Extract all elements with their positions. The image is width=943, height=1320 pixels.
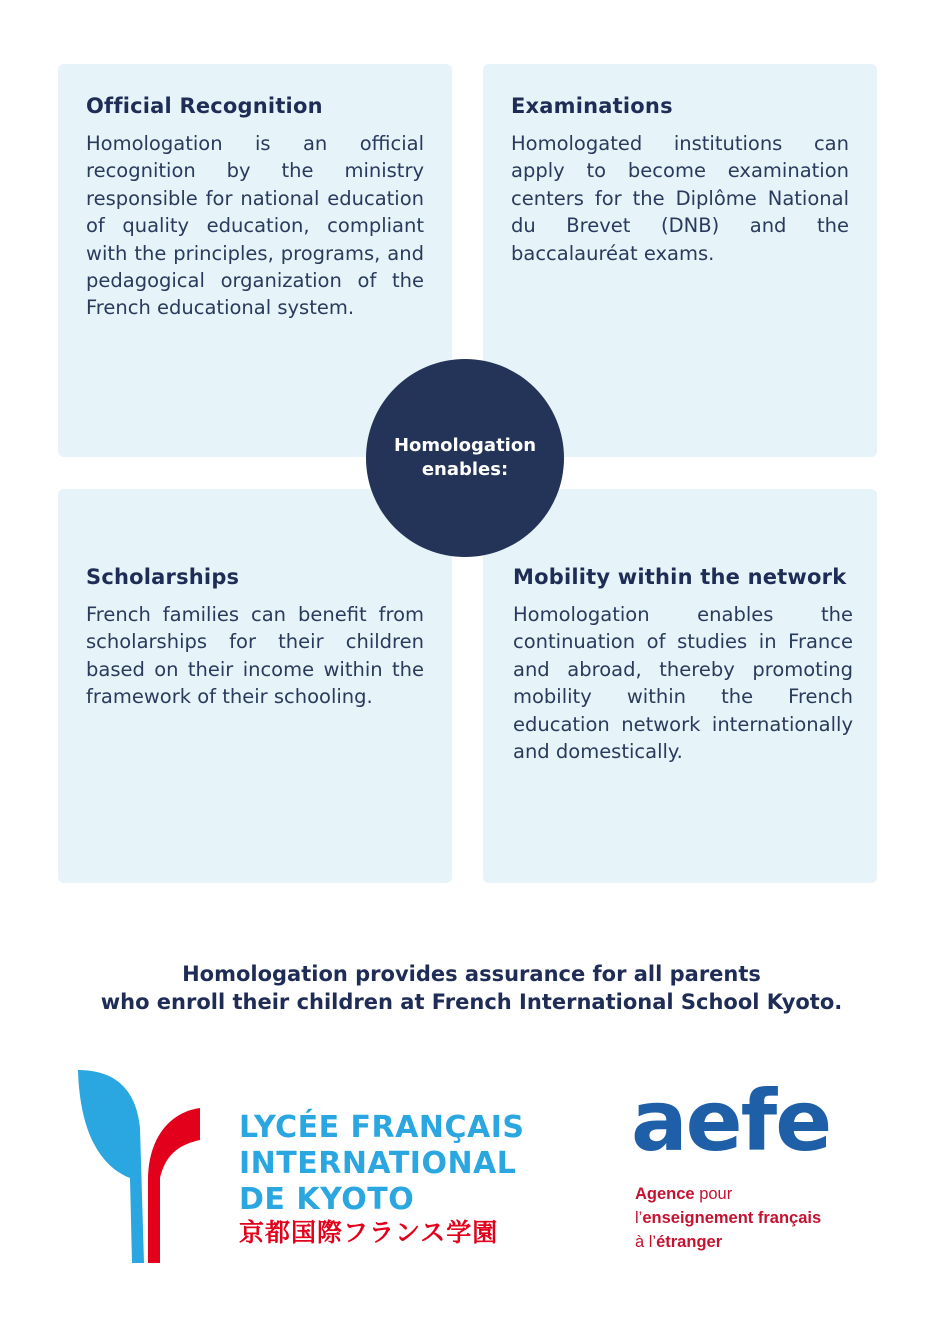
aefe-tag-agence: Agence bbox=[635, 1185, 695, 1203]
lfik-japanese-name: 京都国際フランス学園 bbox=[239, 1218, 499, 1247]
lfik-red-leaf bbox=[148, 1108, 200, 1263]
lfik-tree-logo bbox=[74, 1068, 204, 1268]
lfik-line-3: DE KYOTO bbox=[239, 1182, 415, 1217]
assurance-line-1: Homologation provides assurance for all parents bbox=[182, 962, 761, 986]
card-title: Examinations bbox=[511, 94, 673, 118]
card-body: French families can benefit from scholarships for their children based on their income within the framework of their schooling. bbox=[86, 603, 424, 709]
lfik-blue-leaf bbox=[78, 1070, 144, 1263]
lfik-wordmark bbox=[239, 1110, 524, 1248]
assurance-line-2: who enroll their children at French International School Kyoto. bbox=[100, 990, 843, 1014]
lfik-line-2: INTERNATIONAL bbox=[239, 1146, 517, 1181]
center-line-1: Homologation bbox=[393, 435, 537, 456]
aefe-tagline bbox=[635, 1182, 821, 1254]
aefe-tag-enseignement: enseignement français bbox=[642, 1209, 822, 1227]
card-body: Homologation is an official recognition by the ministry responsible for national education of quality education, compliant with the principles, programs, and pedagogical organization of the French educational system. bbox=[86, 132, 424, 320]
aefe-tag-a: à l’ bbox=[635, 1233, 657, 1251]
lfik-line-1: LYCÉE FRANÇAIS bbox=[239, 1110, 525, 1145]
center-circle bbox=[366, 359, 564, 557]
aefe-tag-l: l’ bbox=[635, 1209, 643, 1227]
card-title: Scholarships bbox=[86, 565, 240, 589]
card-body: Homologation enables the continuation of studies in France and abroad, thereby promoting mobility within the French education network internationally and domestically. bbox=[513, 603, 853, 764]
assurance-statement bbox=[0, 960, 943, 1016]
aefe-tag-etranger: étranger bbox=[656, 1233, 723, 1251]
card-title: Official Recognition bbox=[86, 94, 323, 118]
card-title: Mobility within the network bbox=[513, 565, 847, 589]
card-body: Homologated institutions can apply to become examination centers for the Diplôme National du Brevet (DNB) and the baccalauréat exams. bbox=[511, 132, 849, 265]
card-mobility bbox=[483, 489, 877, 883]
card-scholarships bbox=[58, 489, 452, 883]
aefe-logo-wordmark: aefe bbox=[631, 1072, 831, 1170]
center-line-2: enables: bbox=[421, 459, 509, 480]
aefe-tag-pour: pour bbox=[694, 1185, 733, 1203]
